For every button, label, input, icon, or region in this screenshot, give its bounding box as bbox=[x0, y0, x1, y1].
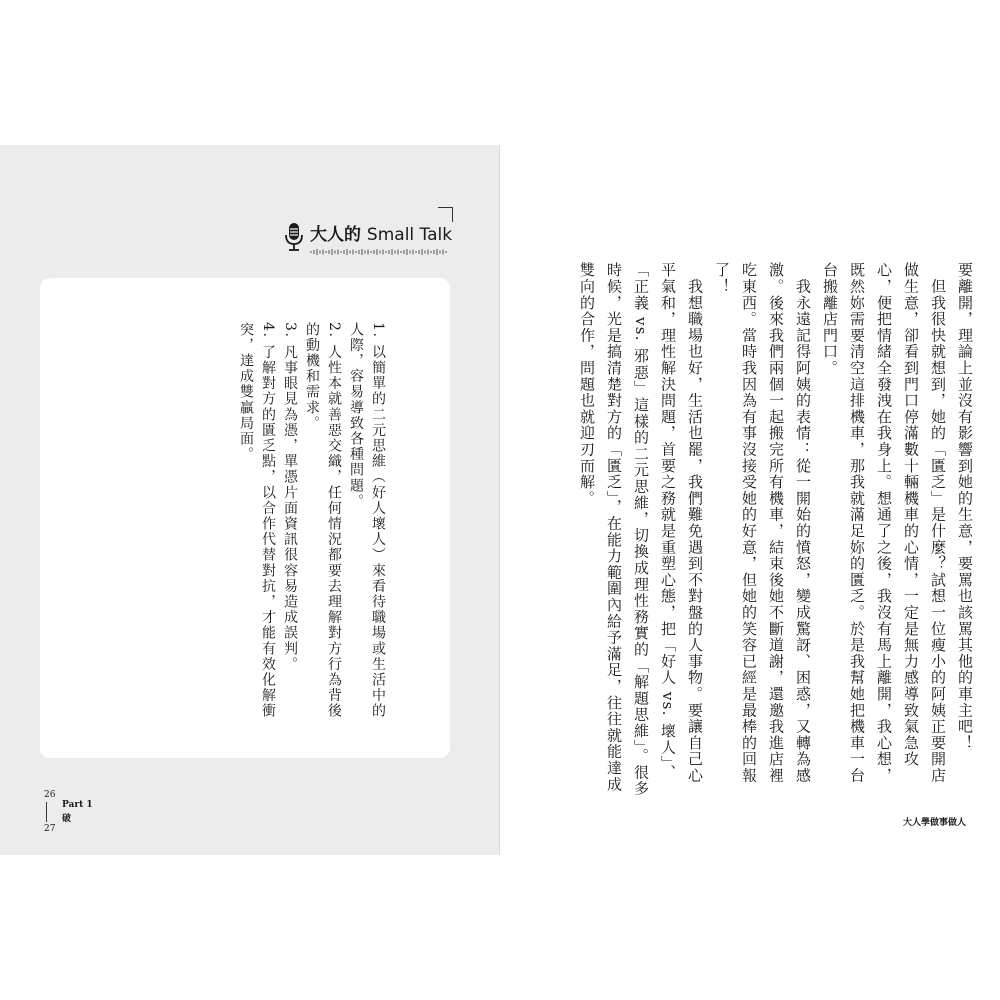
page-number-left: 26 bbox=[44, 790, 56, 800]
part-title: 破 bbox=[62, 814, 72, 824]
page-number-right: 27 bbox=[44, 824, 56, 834]
corner-bracket bbox=[438, 207, 453, 222]
sound-wave-decoration bbox=[310, 248, 450, 256]
summary-list: 1. 以簡單的二元思維（好人壞人）來看待職場或生活中的人際，容易導致各種問題。 2. 人性本就善惡交織，任何情況都要去理解對方行為背後的動機和需求。 3. 凡事眼見為憑，單憑片面資訊很容易造成誤判。 4. 了解對方的匱乏點，以合作代替對抗，才能有效化解衝突，達成雙贏局面。 bbox=[238, 322, 386, 720]
part-label: Part 1 bbox=[62, 800, 93, 810]
running-footer: 大人學做事做人 bbox=[903, 818, 967, 828]
section-title-cjk: 大人的 bbox=[310, 225, 361, 245]
body-text: 要離開，理論上並沒有影響到她的生意，要罵也該罵其他的車主吧！ 但我很快就想到，她的「匱乏」是什麼？試想一位瘦小的阿姨正要開店做生意，卻看到門口停滿數十輛機車的心情，一定是無力感導致氣急攻心，便把情緒全發洩在我身上。想通了之後，我沒有馬上離開，我心想，既然妳需要清空這排機車，那我就滿足妳的匱乏。於是我幫她把機車一台台搬離店門口。 我永遠記得阿姨的表情：從一開始的憤怒，變成驚訝、困惑，又轉為感激。後來我們兩個一起搬完所有機車，結束後她不斷道謝，還邀我進店裡吃東西。當時我因為有事沒接受她的好意，但她的笑容已經是最棒的回報了！ 我想職場也好，生活也罷，我們難免遇到不對盤的人事物。要讓自己心平氣和，理性解決問題，首要之務就是重塑心態，把「好人 vs. 壞人」、「正義 vs. 邪惡」這樣的二元思維，切換成理性務實的「解題思維」。很多時候，光是搞清楚對方的「匱乏」，在能力範圍內給予滿足，往往就能達成雙向的合作，問題也就迎刃而解。 bbox=[578, 262, 974, 797]
page-spine bbox=[499, 145, 500, 855]
section-title-text bbox=[310, 220, 452, 245]
section-title-en: Small Talk bbox=[366, 225, 453, 245]
part-label-block bbox=[62, 798, 93, 826]
section-title bbox=[285, 220, 455, 260]
microphone-icon bbox=[285, 223, 303, 251]
page-number-divider bbox=[46, 802, 47, 822]
